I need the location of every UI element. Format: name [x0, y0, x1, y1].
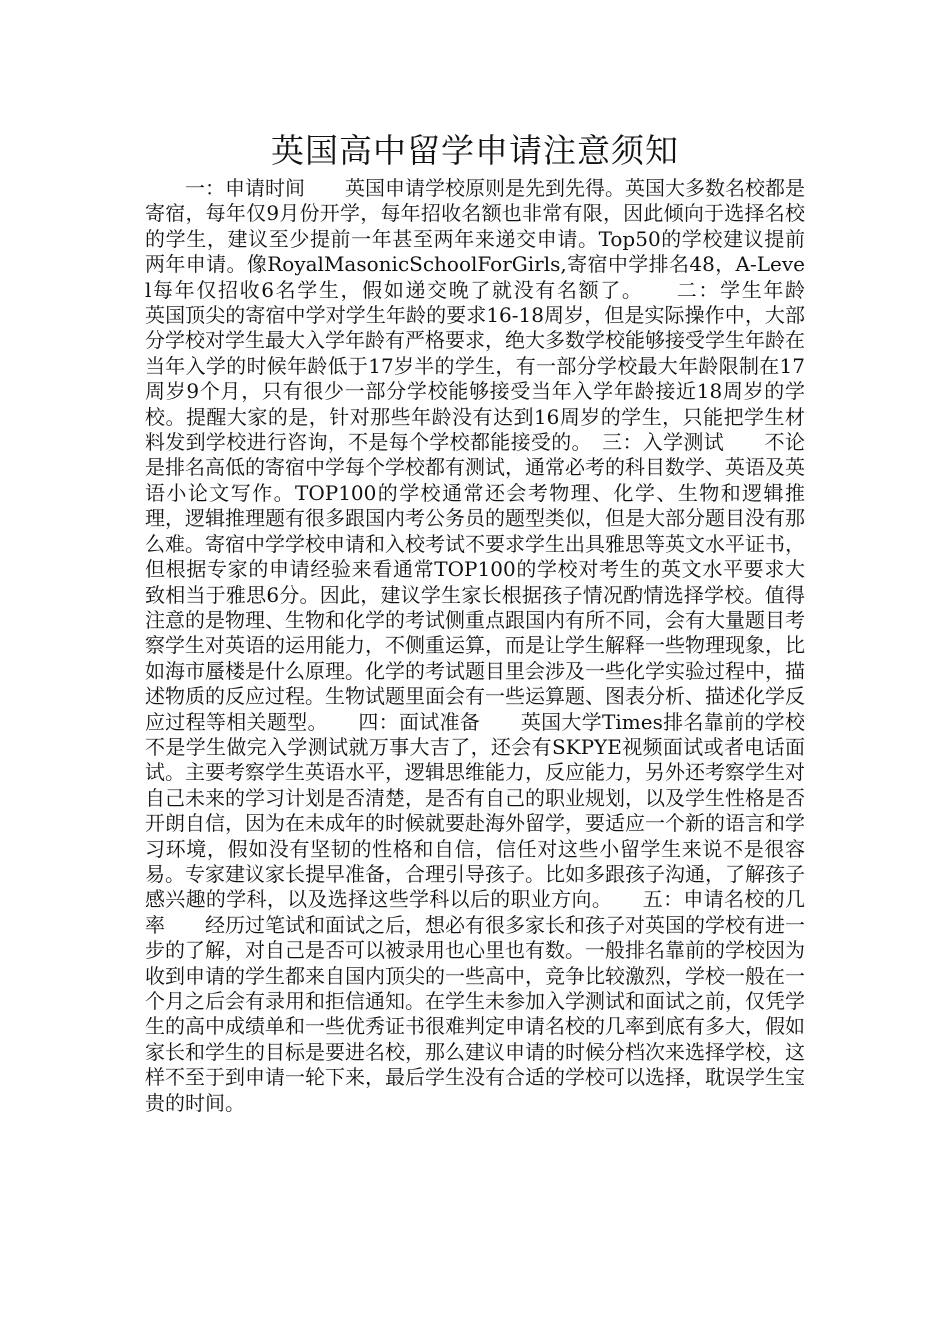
body-paragraph: 一：申请时间 英国申请学校原则是先到先得。英国大多数名校都是寄宿，每年仅9月份开学，每年招收名额也非常有限，因此倾向于选择名校的学生，建议至少提前一年甚至两年来递交申请。Top50的学校建议提前两年申请。像RoyalMasonicSchoolForGirls,寄宿中学排名48，A-Level每年仅招收6名学生，假如递交晚了就没有名额了。 二：学生年龄 英国顶尖的寄宿中学对学生年龄的要求16-18周岁，但是实际操作中，大部分学校对学生最大入学年龄有严格要求，绝大多数学校能够接受学生年龄在当年入学的时候年龄低于17岁半的学生，有一部分学校最大年龄限制在17周岁9个月，只有很少一部分学校能够接受当年入学年龄接近18周岁的学校。提醒大家的是，针对那些年龄没有达到16周岁的学生，只能把学生材料发到学校进行咨询，不是每个学校都能接受的。 三：入学测试 不论是排名高低的寄宿中学每个学校都有测试，通常必考的科目数学、英语及英语小论文写作。TOP100的学校通常还会考物理、化学、生物和逻辑推理，逻辑推理题有很多跟国内考公务员的题型类似，但是大部分题目没有那么难。寄宿中学学校申请和入校考试不要求学生出具雅思等英文水平证书，但根据专家的申请经验来看通常TOP100的学校对考生的英文水平要求大致相当于雅思6分。因此，建议学生家长根据孩子情况酌情选择学校。值得注意的是物理、生物和化学的考试侧重点跟国内有所不同，会有大量题目考察学生对英语的运用能力，不侧重运算，而是让学生解释一些物理现象，比如海市蜃楼是什么原理。化学的考试题目里会涉及一些化学实验过程中，描述物质的反应过程。生物试题里面会有一些运算题、图表分析、描述化学反应过程等相关题型。 四：面试准备 英国大学Times排名靠前的学校不是学生做完入学测试就万事大吉了，还会有SKPYE视频面试或者电话面试。主要考察学生英语水平，逻辑思维能力，反应能力，另外还考察学生对自己未来的学习计划是否清楚，是否有自己的职业规划，以及学生性格是否开朗自信，因为在未成年的时候就要赴海外留学，要适应一个新的语言和学习环境，假如没有坚韧的性格和自信，信任对这些小留学生来说不是很容易。专家建议家长提早准备，合理引导孩子。比如多跟孩子沟通，了解孩子感兴趣的学科，以及选择这些学科以后的职业方向。 五：申请名校的几率 经历过笔试和面试之后，想必有很多家长和孩子对英国的学校有进一步的了解，对自己是否可以被录用也心里也有数。一般排名靠前的学校因为收到申请的学生都来自国内顶尖的一些高中，竞争比较激烈，学校一般在一个月之后会有录用和拒信通知。在学生未参加入学测试和面试之前，仅凭学生的高中成绩单和一些优秀证书很难判定申请名校的几率到底有多大，假如家长和学生的目标是要进名校，那么建议申请的时候分档次来选择学校，这样不至于到申请一轮下来，最后学生没有合适的学校可以选择，耽误学生宝贵的时间。: [145, 176, 845, 1115]
page-title: 英国高中留学申请注意须知: [271, 131, 679, 170]
